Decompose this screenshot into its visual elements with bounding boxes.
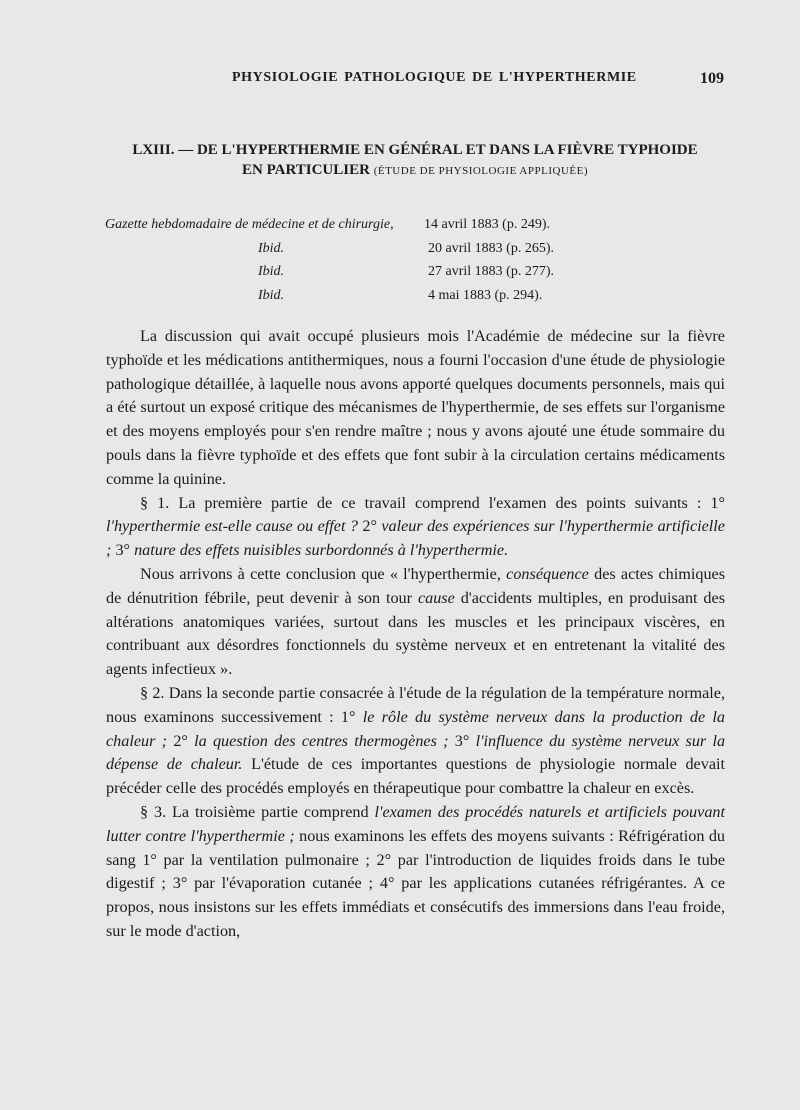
reference-source: Gazette hebdomadaire de médecine et de chirurgie,: [105, 217, 394, 232]
reference-date: 4 mai 1883 (p. 294).: [428, 287, 543, 303]
reference-row: [105, 284, 705, 308]
running-title: PHYSIOLOGIE PATHOLOGIQUE DE L'HYPERTHERMIE: [232, 70, 637, 85]
running-header: [0, 70, 800, 94]
section-title-line-2: [100, 160, 730, 181]
paragraph-section-3: § 3. La troisième partie comprend l'examen des procédés naturels et artificiels pouvant lutter contre l'hyperthermie ; nous examinons les effets des moyens suivants : Réfrigération du sang 1° par la ventilation pulmonaire ; 2° par l'introduction de liquides froids dans le tube digestif ; 3° par l'évaporation cutanée ; 4° par les applications cutanées réfrigérantes. A ce propos, nous insistons sur les effets immédiats et consécutifs des immersions dans l'eau froide, sur le mode d'action,: [106, 802, 726, 940]
paragraph-section-2: § 2. Dans la seconde partie consacrée à l'étude de la régulation de la température normale, nous examinons successivement : 1° le rôle du système nerveux dans la production de la chaleur ; 2° la question des centres thermogènes ; 3° l'influence du système nerveux sur la dépense de chaleur. L'étude de ces importantes questions de physiologie normale devait précéder celle des procédés employés en thérapeutique pour combattre la chaleur en excès.: [106, 683, 726, 798]
reference-source: Ibid.: [258, 287, 285, 303]
paragraph-section-1: § 1. La première partie de ce travail comprend l'examen des points suivants : 1° l'hyperthermie est-elle cause ou effet ? 2° valeur des expériences sur l'hyperthermie artificielle ; 3° nature des effets nuisibles surbordonnés à l'hyperthermie.: [106, 493, 725, 560]
reference-row: [105, 260, 705, 284]
reference-date: 27 avril 1883 (p. 277).: [428, 264, 554, 279]
paragraph-intro: La discussion qui avait occupé plusieurs mois l'Académie de médecine sur la fièvre typhoïde et les médications antithermiques, nous a fourni l'occasion d'une étude de physiologie pathologique détaillée, à laquelle nous avons apporté quelques documents personnels, mais qui a été surtout un exposé critique des mécanismes de l'hyperthermie, de ses effets sur l'organisme et des moyens employés pour s'en rendre maître ; nous y avons ajouté une étude sommaire du pouls dans la fièvre typhoïde et des effets que font subir à la circulation certains médicaments comme la quinine.: [106, 327, 725, 488]
section-title-line-2-text: EN PARTICULIER: [241, 162, 370, 178]
reference-row: [105, 213, 705, 237]
reference-date: 20 avril 1883 (p. 265).: [428, 240, 554, 256]
reference-source: Ibid.: [258, 240, 285, 256]
section-title: [100, 140, 730, 181]
reference-source: Ibid.: [258, 264, 285, 279]
reference-date: 14 avril 1883 (p. 249).: [424, 217, 550, 232]
reference-row: [105, 237, 705, 261]
page-number: 109: [700, 70, 724, 87]
section-title-line-1: LXIII. — DE L'HYPERTHERMIE EN GÉNÉRAL ET DANS LA FIÈVRE TYPHOIDE: [132, 142, 698, 158]
section-title-note: (ÉTUDE DE PHYSIOLOGIE APPLIQUÉE): [373, 165, 588, 177]
reference-list: [105, 213, 705, 307]
paragraph-conclusion: Nous arrivons à cette conclusion que « l'hyperthermie, conséquence des actes chimiques de dénutrition fébrile, peut devenir à son tour cause d'accidents multiples, en produisant des altérations anatomiques variées, surtout dans les muscles et les principaux viscères, en contribuant aux désordres fonctionnels du système nerveux et en entretenant la vitalité des agents infectieux ».: [106, 564, 726, 679]
body-text: [106, 325, 725, 944]
